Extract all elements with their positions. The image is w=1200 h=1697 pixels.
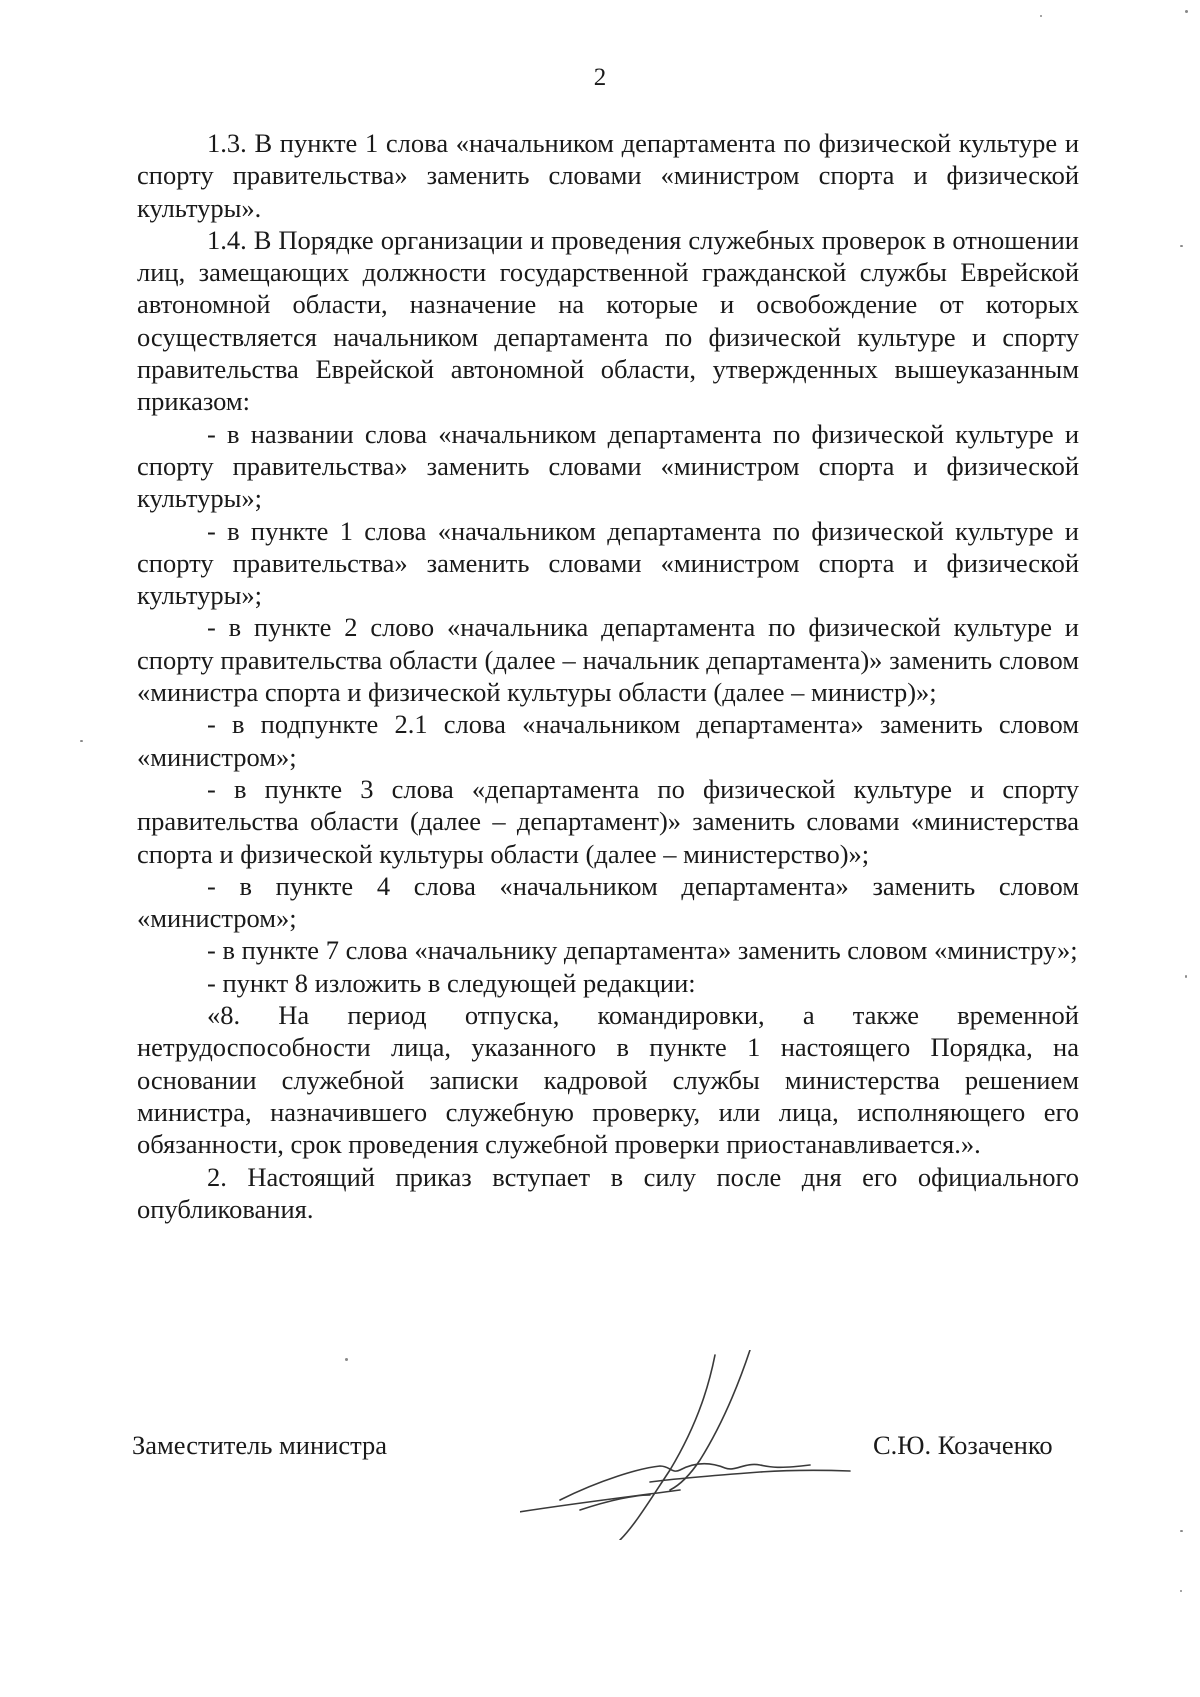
amendment-point-1: - в пункте 1 слова «начальником департамента по физической культуре и спорту правительства» заменить словами «министром спорта и физической культуры»; — [137, 515, 1079, 611]
amendment-title: - в названии слова «начальником департамента по физической культуре и спорту правительства» заменить словами «министром спорта и физической культуры»; — [137, 418, 1079, 514]
amendment-point-2: - в пункте 2 слово «начальника департамента по физической культуре и спорту правительства области (далее – начальник департамента)» заменить словом «министра спорта и физической культуры области (далее – министр)»; — [137, 612, 1079, 708]
signatory-position: Заместитель министра — [132, 1430, 388, 1460]
paragraph-2: 2. Настоящий приказ вступает в силу после дня его официального опубликования. — [137, 1161, 1079, 1224]
amendment-point-3: - в пункте 3 слова «департамента по физической культуре и спорту правительства области (далее – департамент)» заменить словами «министерства спорта и физической культуры области (далее – министерство)»; — [137, 773, 1079, 869]
scan-speck — [1180, 1530, 1183, 1532]
point-8-new-text: «8. На период отпуска, командировки, а также временной нетрудоспособности лица, указанного в пункте 1 настоящего Порядка, на основании служебной записки кадровой службы министерства решением министра, назначившего служебную проверку, или лица, исполняющего его обязанности, срок проведения служебной проверки приостанавливается.». — [137, 1000, 1079, 1160]
scan-speck — [1185, 975, 1187, 978]
page-number: 2 — [593, 64, 607, 91]
amendment-subpoint-2-1: - в подпункте 2.1 слова «начальником департамента» заменить словом «министром»; — [137, 709, 1079, 772]
scan-speck — [1180, 1590, 1182, 1592]
document-body — [137, 127, 1079, 1225]
scan-speck — [1185, 10, 1188, 13]
amendment-point-8-intro: - пункт 8 изложить в следующей редакции: — [207, 967, 696, 998]
handwritten-signature — [520, 1350, 900, 1540]
amendment-point-7: - в пункте 7 слова «начальнику департамента» заменить словом «министру»; — [207, 935, 1078, 966]
scan-speck — [1040, 15, 1042, 17]
signatory-name: С.Ю. Козаченко — [873, 1430, 1053, 1460]
scan-speck — [1180, 245, 1183, 247]
paragraph-1-3: 1.3. В пункте 1 слова «начальником департамента по физической культуре и спорту правительства» заменить словами «министром спорта и физической культуры». — [137, 128, 1079, 223]
amendment-point-4: - в пункте 4 слова «начальником департамента» заменить словом «министром»; — [137, 870, 1079, 934]
scan-speck — [80, 740, 83, 742]
signature-block — [0, 1400, 1200, 1530]
scan-speck — [345, 1358, 348, 1361]
paragraph-1-4: 1.4. В Порядке организации и проведения служебных проверок в отношении лиц, замещающих должности государственной гражданской службы Еврейской автономной области, назначение на которые и освобождение от которых осуществляется начальником департамента по физической культуре и спорту правительства Еврейской автономной области, утвержденных вышеуказанным приказом: — [137, 224, 1079, 417]
